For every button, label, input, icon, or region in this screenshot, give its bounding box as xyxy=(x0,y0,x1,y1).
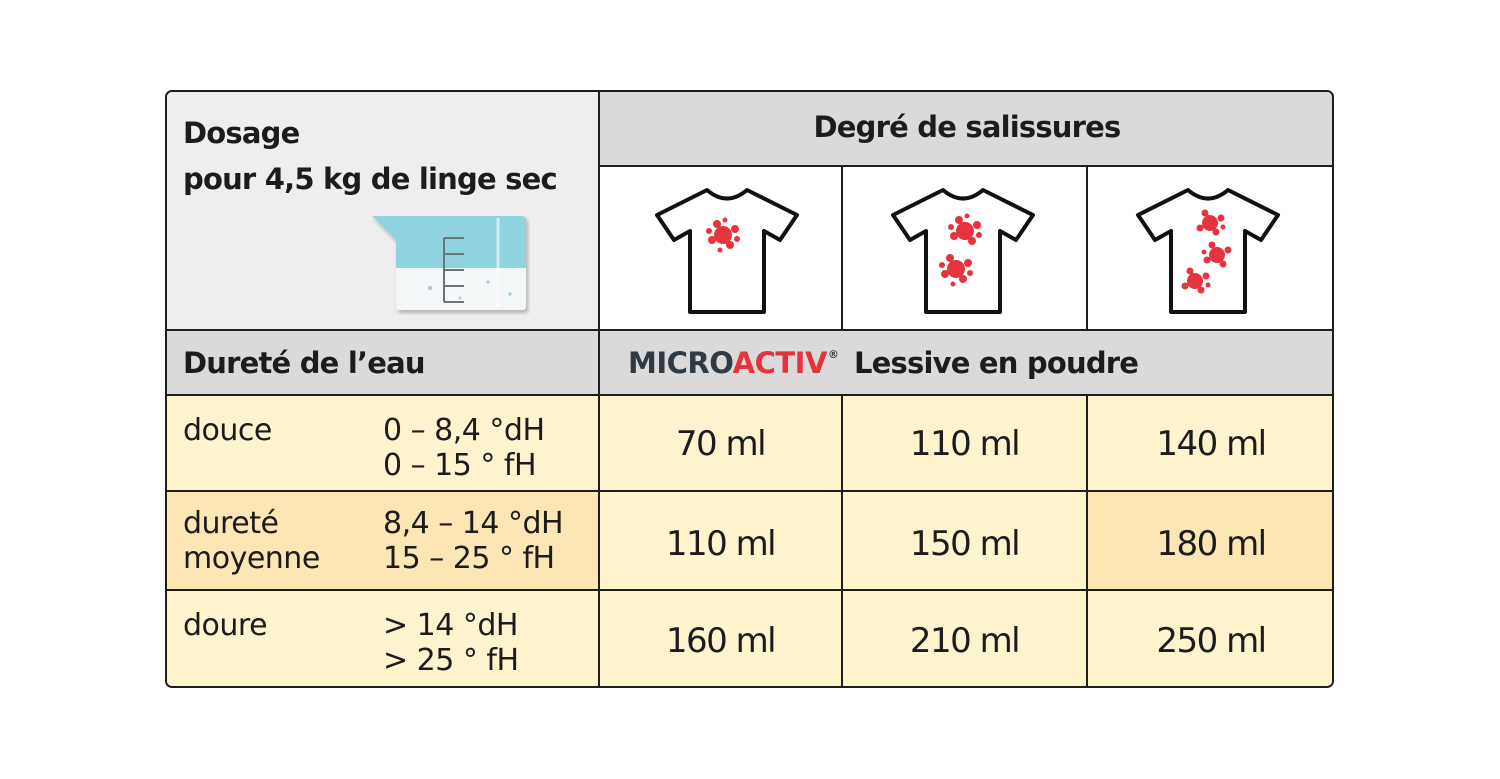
soil-degree-header xyxy=(598,92,1334,165)
dosage-table xyxy=(165,90,1334,688)
dose-value: 250 ml xyxy=(1156,621,1266,661)
hardness-dh: > 14 °dH xyxy=(383,608,518,643)
hardness-dh: 8,4 – 14 °dH xyxy=(383,506,564,541)
product-header xyxy=(600,331,1334,394)
water-hardness-title: Dureté de l’eau xyxy=(183,346,425,380)
hardness-label-line2: moyenne xyxy=(183,541,320,576)
grid-line xyxy=(167,589,1334,591)
measuring-cup-icon xyxy=(370,210,530,315)
grid-line xyxy=(167,490,1334,492)
product-title: Lessive en poudre xyxy=(854,346,1139,380)
grid-line xyxy=(598,165,1334,167)
hardness-label: doure xyxy=(183,608,268,643)
hardness-fh: 15 – 25 ° fH xyxy=(383,541,555,576)
dose-value: 110 ml xyxy=(665,524,776,564)
grid-line xyxy=(841,165,843,331)
dose-value: 110 ml xyxy=(909,424,1020,464)
brand-registered: ® xyxy=(827,348,839,361)
dose-value: 210 ml xyxy=(909,621,1020,661)
dosage-title: Dosage xyxy=(183,116,300,150)
grid-line xyxy=(1086,394,1088,688)
grid-line xyxy=(598,92,600,688)
hardness-dh: 0 – 8,4 °dH xyxy=(383,413,545,448)
dosage-subtitle: pour 4,5 kg de linge sec xyxy=(183,162,557,196)
dose-value: 160 ml xyxy=(665,621,776,661)
brand-micro: MICRO xyxy=(628,346,733,380)
tshirt-three-stains-icon xyxy=(1133,185,1283,315)
hardness-label: douce xyxy=(183,413,272,448)
soil-degree-title: Degré de salissures xyxy=(813,110,1121,144)
grid-line xyxy=(167,329,1334,331)
dose-value: 150 ml xyxy=(909,524,1020,564)
dosage-cell xyxy=(167,92,598,329)
grid-line xyxy=(167,394,1334,396)
soil-level-medium-cell xyxy=(843,167,1086,329)
tshirt-one-stain-icon xyxy=(652,185,802,315)
grid-line xyxy=(841,394,843,688)
soil-level-heavy-cell xyxy=(1088,167,1334,329)
brand-logo xyxy=(628,346,838,380)
hardness-fh: > 25 ° fH xyxy=(383,643,519,678)
tshirt-two-stains-icon xyxy=(888,185,1038,315)
dose-value: 140 ml xyxy=(1156,424,1266,464)
dose-value: 180 ml xyxy=(1156,524,1266,564)
soil-level-light-cell xyxy=(600,167,841,329)
grid-line xyxy=(1086,165,1088,331)
hardness-label: dureté xyxy=(183,506,279,541)
dose-value: 70 ml xyxy=(675,424,766,464)
hardness-fh: 0 – 15 ° fH xyxy=(383,448,537,483)
brand-activ: ACTIV xyxy=(732,346,827,380)
water-hardness-header xyxy=(167,331,598,394)
